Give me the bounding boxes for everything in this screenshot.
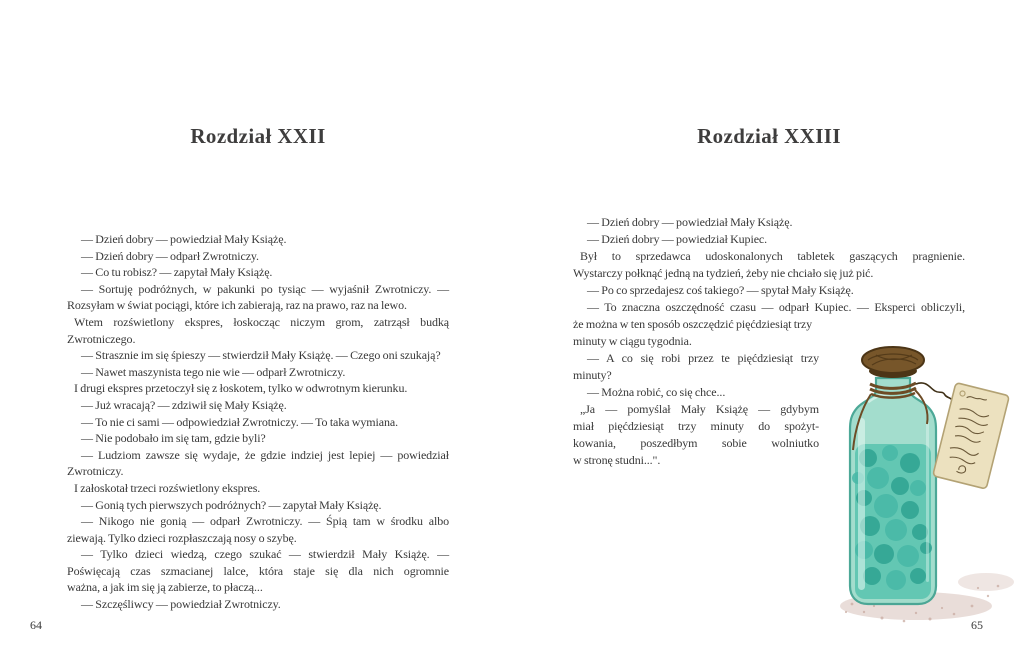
- text-line: — Co tu robisz? — zapytał Mały Książę.: [81, 265, 273, 280]
- text-line: — Nikogo nie gonią — odparł Zwrotniczy. — Śpią tam w środku albo: [81, 514, 449, 529]
- right-chapter-title: Rozdział XXIII: [697, 124, 841, 148]
- text-line: Zwrotniczego.: [67, 331, 136, 346]
- text-line: — Gonią tych pierwszych podróżnych? — zapytał Mały Książę.: [81, 497, 382, 512]
- left-chapter-title: Rozdział XXII: [190, 124, 326, 148]
- glass-highlight: [858, 418, 865, 590]
- left-page: [67, 0, 449, 666]
- text-line: — Nawet maszynista tego nie wie — odparł Zwrotniczy.: [81, 364, 346, 379]
- text-line: minuty w ciągu tygodnia.: [573, 334, 692, 348]
- text-line: Wtem rozświetlony ekspres, łoskocząc niczym grom, zatrząsł budką: [74, 314, 449, 329]
- text-line: — Po co sprzedajesz coś takiego? — spytał Mały Książę.: [587, 283, 854, 297]
- left-page-number: 64: [30, 618, 42, 632]
- text-line: Poświęcają czas szmacianej lalce, która staje się dla nich ogromnie: [67, 563, 449, 578]
- text-line: — Ludziom zawsze się wydaje, że gdzie indziej jest lepiej — powiedział: [81, 447, 449, 462]
- text-line: — Szczęśliwcy — powiedział Zwrotniczy.: [81, 597, 281, 612]
- text-line: — Dzień dobry — powiedział Kupiec.: [587, 232, 768, 246]
- glass-bottle: [850, 378, 936, 604]
- text-line: — To znaczna oszczędność czasu — odparł Kupiec. — Eksperci obliczyli,: [587, 300, 965, 314]
- text-line: ważna, a jak im się ją zabierze, to płaczą...: [67, 580, 263, 595]
- text-line: I załoskotał trzeci rozświetlony ekspres.: [74, 480, 261, 495]
- text-line: Zwrotniczy.: [67, 464, 124, 479]
- text-line: miał pięćdziesiąt trzy minuty do spożyt-: [573, 419, 819, 433]
- text-line: Był to sprzedawca udoskonalonych tabletek gaszących pragnienie.: [580, 249, 965, 263]
- text-line: Wystarczy połknąć jedną na tydzień, żeby nie chciało się już pić.: [573, 266, 874, 280]
- price-tag: [933, 383, 1010, 489]
- text-line: — Już wracają? — zdziwił się Mały Książę.: [81, 397, 287, 412]
- cork-stopper: [862, 347, 924, 378]
- right-page-number: 65: [971, 618, 983, 632]
- text-line: „Ja — pomyślał Mały Książę — gdybym: [580, 402, 819, 416]
- text-line: — Dzień dobry — powiedział Mały Książę.: [81, 232, 287, 246]
- text-line: w stronę studni...".: [573, 453, 661, 467]
- left-text-block: [67, 231, 449, 613]
- text-line: że można w ten sposób oszczędzić pięćdziesiąt trzy: [573, 317, 813, 331]
- text-line: — Tylko dzieci wiedzą, czego szukać — stwierdził Mały Książę. —: [81, 547, 449, 562]
- text-line: — Nie podobało im się tam, gdzie byli?: [81, 431, 266, 446]
- text-line: — Można robić, co się chce...: [587, 385, 726, 399]
- text-line: — Sortuję podróżnych, w pakunki po tysiąc — wyjaśnił Zwrotniczy. —: [81, 281, 449, 296]
- text-line: — Dzień dobry — odparł Zwrotniczy.: [81, 248, 259, 263]
- text-line: — To nie ci sami — odpowiedział Zwrotniczy. — To taka wymiana.: [81, 414, 398, 429]
- text-line: Rozsyłam w świat pociągi, które ich zabierają, raz na prawo, raz na lewo.: [67, 298, 407, 313]
- text-line: — Dzień dobry — powiedział Mały Książę.: [587, 215, 793, 229]
- text-line: kowania, poszedłbym sobie wolniutko: [573, 436, 819, 450]
- text-line: — Strasznie im się śpieszy — stwierdził Mały Książę. — Czego oni szukają?: [81, 348, 441, 363]
- text-line: I drugi ekspres przetoczył się z łoskotem, tylko w odwrotnym kierunku.: [74, 381, 408, 396]
- text-line: ziewają. Tylko dzieci rozpłaszczają nosy o szybę.: [67, 530, 297, 545]
- text-line: minuty?: [573, 368, 612, 382]
- text-line: — A co się robi przez te pięćdziesiąt trzy: [587, 351, 819, 365]
- tablet-jar-illustration: [838, 338, 1018, 633]
